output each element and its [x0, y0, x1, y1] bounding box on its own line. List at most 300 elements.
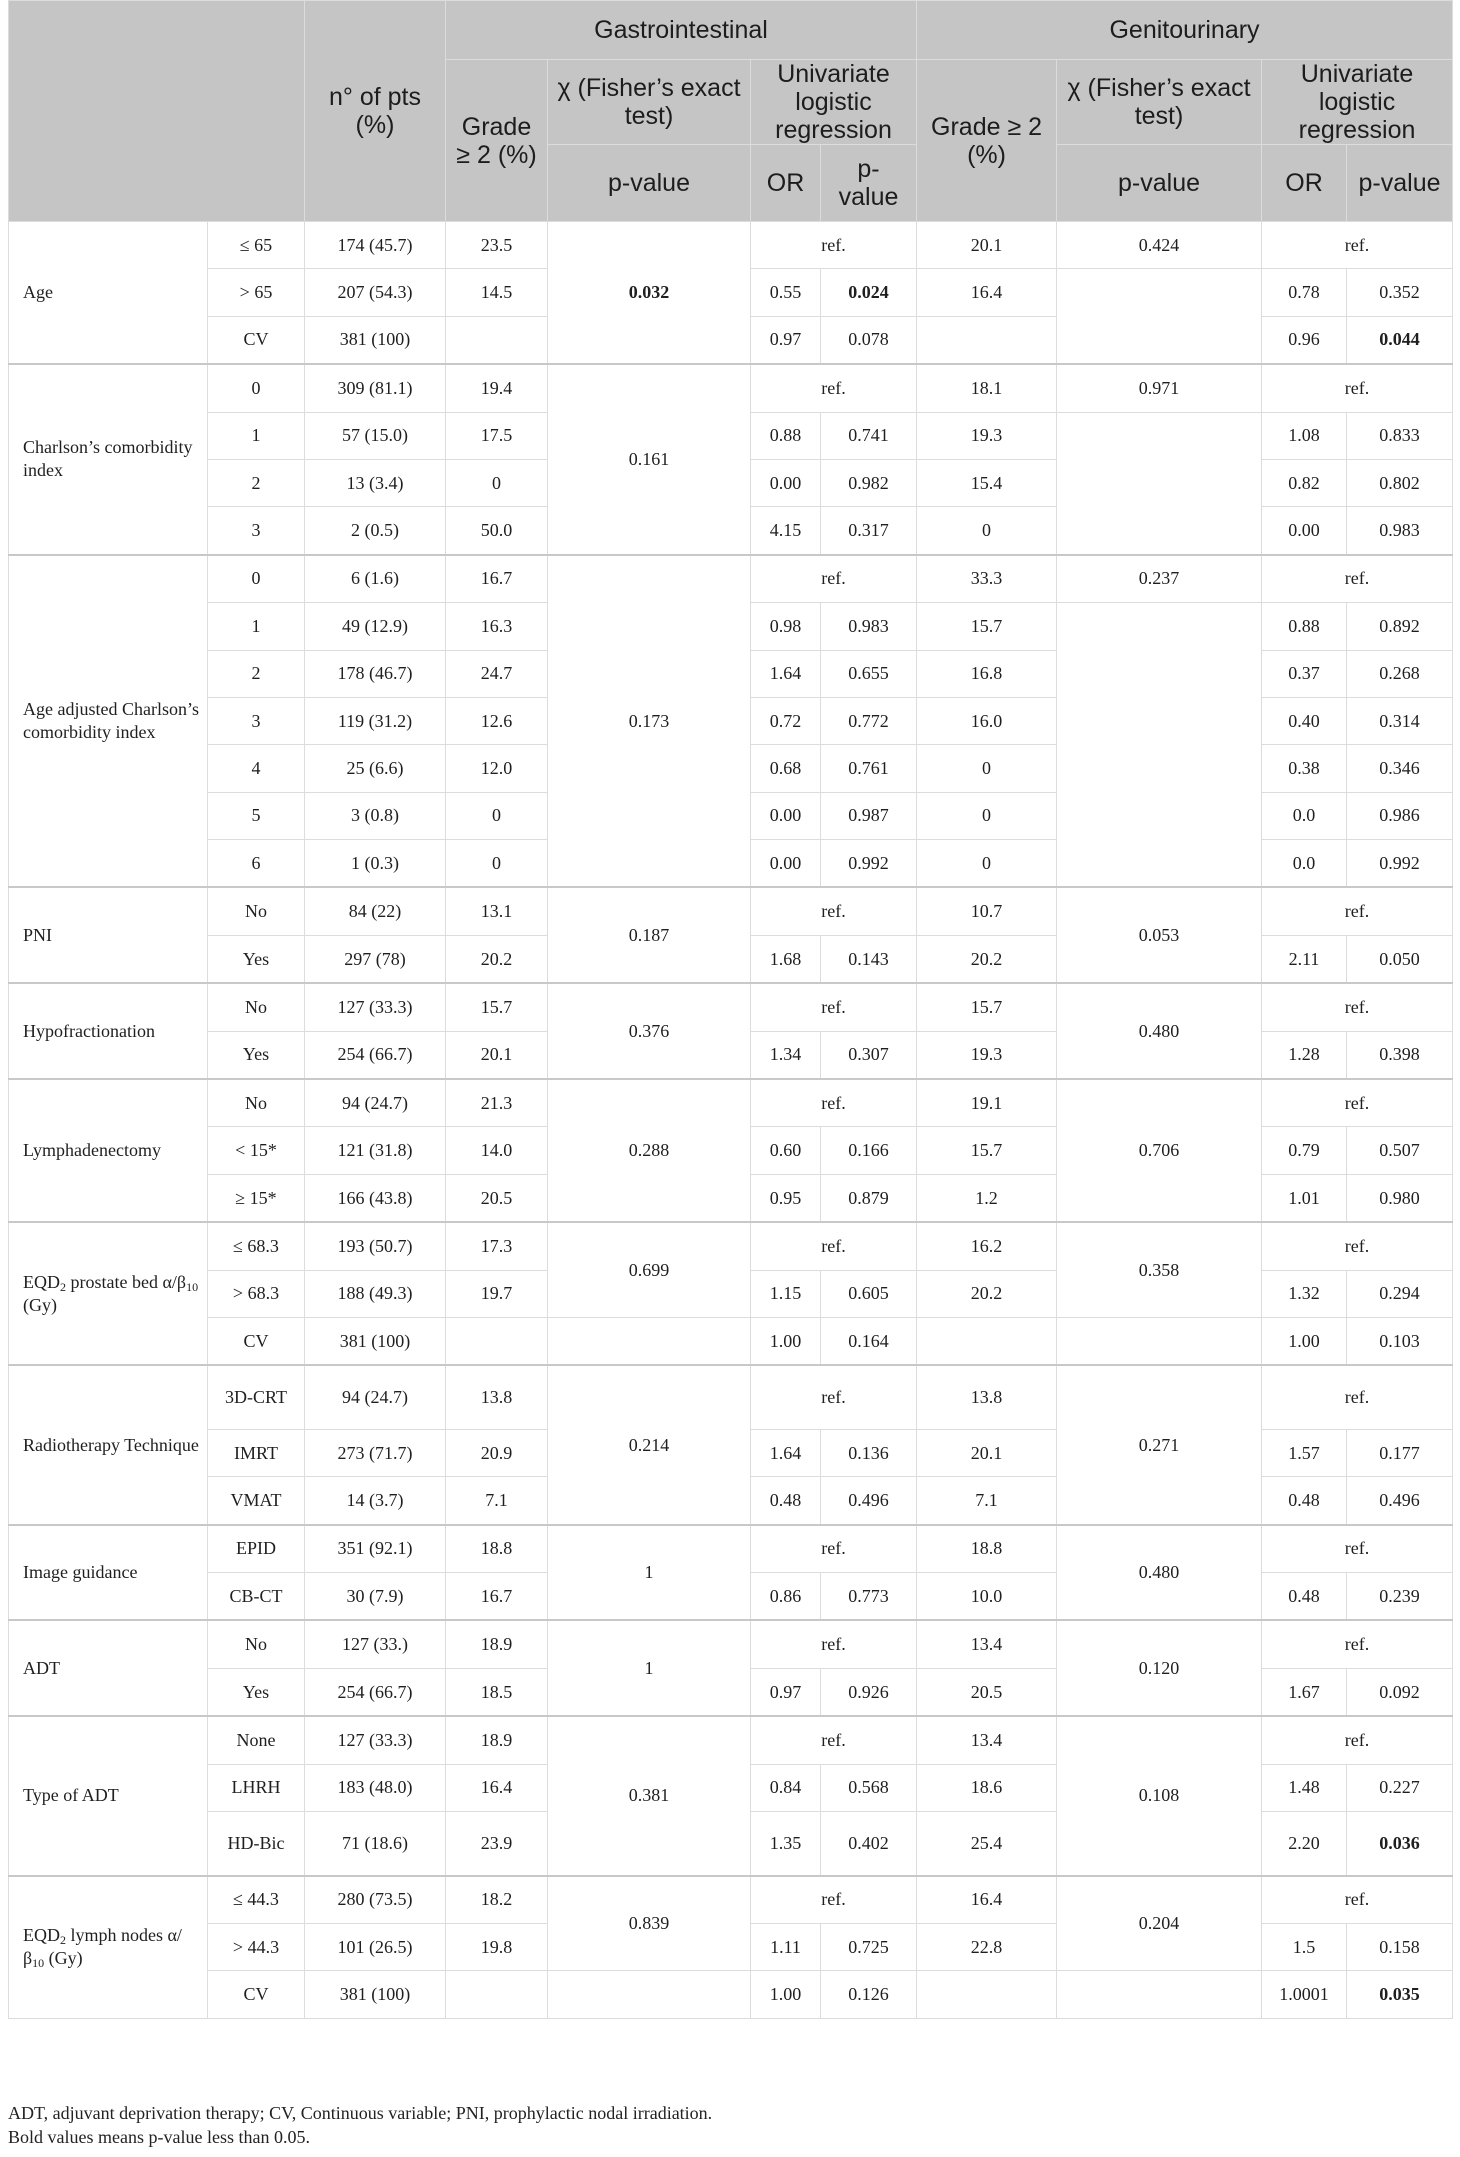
n-pts-cell: 49 (12.9): [305, 603, 446, 650]
gi-or-pvalue-cell: 0.725: [821, 1923, 917, 1970]
variable-label-part: EQD: [23, 1271, 60, 1292]
gu-grade-cell: 16.8: [917, 650, 1057, 697]
gu-or-pvalue-cell: 0.983: [1347, 507, 1453, 555]
gu-grade-cell: 19.3: [917, 412, 1057, 459]
gu-grade-cell: 13.8: [917, 1365, 1057, 1429]
gu-or-cell: 0.88: [1262, 603, 1347, 650]
variable-label-part: 10: [32, 1956, 45, 1971]
gu-or-pvalue-cell: 0.103: [1347, 1317, 1453, 1365]
gi-or-cell: 1.64: [751, 650, 821, 697]
n-pts-cell: 174 (45.7): [305, 222, 446, 269]
gu-grade-cell: 25.4: [917, 1812, 1057, 1876]
gu-grade-cell: 7.1: [917, 1477, 1057, 1525]
table-row: [9, 1222, 1453, 1270]
gi-or-pvalue-cell: 0.496: [821, 1477, 917, 1525]
gu-chi-empty: [1057, 1317, 1262, 1365]
gu-ref-cell: ref.: [1262, 1222, 1453, 1270]
gu-ref-cell: ref.: [1262, 1620, 1453, 1668]
gu-grade-cell: 1.2: [917, 1174, 1057, 1222]
gu-or-cell: 1.67: [1262, 1668, 1347, 1716]
category-cell: 3D-CRT: [208, 1365, 305, 1429]
gu-grade-cell: 18.6: [917, 1764, 1057, 1811]
gu-or-cell: 1.48: [1262, 1764, 1347, 1811]
gi-grade-cell: 16.7: [446, 555, 548, 603]
gi-grade-cell: 7.1: [446, 1477, 548, 1525]
n-pts-cell: 178 (46.7): [305, 650, 446, 697]
gu-ref-cell: ref.: [1262, 222, 1453, 269]
header-gu-logreg: Univariate logistic regression: [1262, 60, 1453, 145]
category-cell: CB-CT: [208, 1573, 305, 1621]
gu-grade-cell: 13.4: [917, 1716, 1057, 1764]
gu-grade-cell: 20.5: [917, 1668, 1057, 1716]
category-cell: 2: [208, 650, 305, 697]
variable-label-part: EQD: [23, 1925, 60, 1946]
n-pts-cell: 254 (66.7): [305, 1031, 446, 1079]
gu-or-pvalue-cell: 0.227: [1347, 1764, 1453, 1811]
gu-chi-empty: [1057, 412, 1262, 555]
gu-grade-cell: 0: [917, 792, 1057, 839]
gi-grade-cell: 17.5: [446, 412, 548, 459]
category-cell: < 15*: [208, 1127, 305, 1174]
gi-grade-cell: 19.4: [446, 364, 548, 412]
table-row: [9, 983, 1453, 1031]
gu-grade-cell: 13.4: [917, 1620, 1057, 1668]
category-cell: None: [208, 1716, 305, 1764]
gu-grade-cell: [917, 1317, 1057, 1365]
category-cell: CV: [208, 1971, 305, 2018]
gi-ref-cell: ref.: [751, 983, 917, 1031]
gu-or-cell: 1.28: [1262, 1031, 1347, 1079]
gi-or-cell: 0.98: [751, 603, 821, 650]
gi-chi-pvalue: 0.839: [548, 1876, 751, 1971]
category-cell: 4: [208, 745, 305, 792]
gi-or-cell: 0.97: [751, 316, 821, 364]
gu-or-pvalue-cell: 0.268: [1347, 650, 1453, 697]
gu-or-pvalue-cell: 0.507: [1347, 1127, 1453, 1174]
gi-grade-cell: 19.7: [446, 1270, 548, 1317]
gu-chi-empty: [1057, 269, 1262, 364]
category-cell: ≤ 65: [208, 222, 305, 269]
category-cell: CV: [208, 316, 305, 364]
gu-or-cell: 0.0: [1262, 792, 1347, 839]
variable-label: Hypofractionation: [9, 983, 208, 1079]
gi-or-cell: 1.64: [751, 1429, 821, 1476]
gu-or-cell: 1.57: [1262, 1429, 1347, 1476]
gi-or-cell: 0.97: [751, 1668, 821, 1716]
gu-grade-cell: 20.2: [917, 1270, 1057, 1317]
gu-or-pvalue-cell: 0.092: [1347, 1668, 1453, 1716]
header-gu-pvalue: p-value: [1057, 145, 1262, 222]
gu-chi-empty: [1057, 1971, 1262, 2018]
gu-chi-pvalue: 0.204: [1057, 1876, 1262, 1971]
category-cell: HD-Bic: [208, 1812, 305, 1876]
gu-or-cell: 1.32: [1262, 1270, 1347, 1317]
gu-or-pvalue-cell: 0.044: [1347, 316, 1453, 364]
gi-grade-cell: [446, 1971, 548, 2018]
gi-grade-cell: 18.2: [446, 1876, 548, 1924]
gu-or-pvalue-cell: 0.239: [1347, 1573, 1453, 1621]
gi-grade-cell: 23.9: [446, 1812, 548, 1876]
n-pts-cell: 280 (73.5): [305, 1876, 446, 1924]
gi-or-cell: 0.95: [751, 1174, 821, 1222]
n-pts-cell: 30 (7.9): [305, 1573, 446, 1621]
gu-or-cell: 0.48: [1262, 1477, 1347, 1525]
gu-or-pvalue-cell: 0.035: [1347, 1971, 1453, 2018]
table-row: [9, 364, 1453, 412]
gu-or-cell: 1.01: [1262, 1174, 1347, 1222]
category-cell: No: [208, 887, 305, 935]
n-pts-cell: 25 (6.6): [305, 745, 446, 792]
gi-grade-cell: [446, 316, 548, 364]
gi-grade-cell: 20.5: [446, 1174, 548, 1222]
gi-ref-cell: ref.: [751, 364, 917, 412]
gi-ref-cell: ref.: [751, 1525, 917, 1573]
header-gi-grade: Grade ≥ 2 (%): [446, 60, 548, 222]
gu-or-pvalue-cell: 0.892: [1347, 603, 1453, 650]
gu-grade-cell: 15.7: [917, 983, 1057, 1031]
n-pts-cell: 121 (31.8): [305, 1127, 446, 1174]
results-table: [8, 0, 1453, 2019]
header-n-pts: n° of pts (%): [305, 1, 446, 222]
table-footnotes: [8, 2101, 712, 2149]
table-row: [9, 1365, 1453, 1429]
gi-grade-cell: 14.0: [446, 1127, 548, 1174]
gi-grade-cell: 18.5: [446, 1668, 548, 1716]
gi-grade-cell: 13.1: [446, 887, 548, 935]
variable-label-part: 10: [186, 1279, 199, 1294]
gu-grade-cell: 20.2: [917, 935, 1057, 983]
gi-or-pvalue-cell: 0.879: [821, 1174, 917, 1222]
gu-or-cell: 2.20: [1262, 1812, 1347, 1876]
gu-grade-cell: 16.2: [917, 1222, 1057, 1270]
variable-label-part: 2: [60, 1933, 66, 1948]
gu-grade-cell: 0: [917, 507, 1057, 555]
header-gu-chi: χ (Fisher’s exact test): [1057, 60, 1262, 145]
gu-or-cell: 0.38: [1262, 745, 1347, 792]
variable-label: Charlson’s comorbidity index: [9, 364, 208, 555]
table-row: [9, 222, 1453, 269]
gu-ref-cell: ref.: [1262, 1525, 1453, 1573]
footnote-bold: Bold values means p-value less than 0.05.: [8, 2127, 310, 2147]
n-pts-cell: 6 (1.6): [305, 555, 446, 603]
gi-ref-cell: ref.: [751, 887, 917, 935]
gi-grade-cell: 16.4: [446, 1764, 548, 1811]
n-pts-cell: 297 (78): [305, 935, 446, 983]
n-pts-cell: 94 (24.7): [305, 1365, 446, 1429]
variable-label-part: (Gy): [44, 1948, 83, 1969]
variable-label-part: prostate bed α/β: [66, 1271, 187, 1292]
gi-or-cell: 4.15: [751, 507, 821, 555]
gi-or-cell: 0.60: [751, 1127, 821, 1174]
n-pts-cell: 381 (100): [305, 1971, 446, 2018]
n-pts-cell: 381 (100): [305, 316, 446, 364]
gi-grade-cell: [446, 1317, 548, 1365]
gu-chi-pvalue: 0.271: [1057, 1365, 1262, 1524]
category-cell: No: [208, 1079, 305, 1127]
gi-ref-cell: ref.: [751, 1222, 917, 1270]
category-cell: IMRT: [208, 1429, 305, 1476]
header-gu-or-pvalue: p-value: [1347, 145, 1453, 222]
gu-or-cell: 1.0001: [1262, 1971, 1347, 2018]
gu-grade-cell: 0: [917, 840, 1057, 888]
category-cell: > 44.3: [208, 1923, 305, 1970]
header-gi-or: OR: [751, 145, 821, 222]
category-cell: Yes: [208, 935, 305, 983]
header-gi-pvalue: p-value: [548, 145, 751, 222]
gu-grade-cell: 16.4: [917, 269, 1057, 316]
gu-or-cell: 1.5: [1262, 1923, 1347, 1970]
category-cell: Yes: [208, 1031, 305, 1079]
variable-label-part: (Gy): [23, 1294, 57, 1315]
gi-or-pvalue-cell: 0.164: [821, 1317, 917, 1365]
gi-grade-cell: 20.2: [446, 935, 548, 983]
n-pts-cell: 71 (18.6): [305, 1812, 446, 1876]
category-cell: VMAT: [208, 1477, 305, 1525]
gu-or-cell: 0.48: [1262, 1573, 1347, 1621]
gi-grade-cell: 12.0: [446, 745, 548, 792]
header-gu-or: OR: [1262, 145, 1347, 222]
gi-or-pvalue-cell: 0.136: [821, 1429, 917, 1476]
variable-label-part: 2: [60, 1279, 66, 1294]
gi-chi-pvalue: 0.288: [548, 1079, 751, 1222]
category-cell: ≤ 44.3: [208, 1876, 305, 1924]
gi-grade-cell: 18.9: [446, 1716, 548, 1764]
gi-ref-cell: ref.: [751, 1365, 917, 1429]
n-pts-cell: 166 (43.8): [305, 1174, 446, 1222]
variable-label: [9, 1876, 208, 2019]
header-gi-logreg: Univariate logistic regression: [751, 60, 917, 145]
n-pts-cell: 273 (71.7): [305, 1429, 446, 1476]
gi-ref-cell: ref.: [751, 1876, 917, 1924]
gu-chi-pvalue: 0.053: [1057, 887, 1262, 983]
category-cell: 1: [208, 603, 305, 650]
gu-grade-cell: 15.4: [917, 459, 1057, 506]
gi-chi-pvalue: 0.214: [548, 1365, 751, 1524]
gu-or-pvalue-cell: 0.177: [1347, 1429, 1453, 1476]
gu-grade-cell: 0: [917, 745, 1057, 792]
gu-or-pvalue-cell: 0.036: [1347, 1812, 1453, 1876]
n-pts-cell: 254 (66.7): [305, 1668, 446, 1716]
gi-grade-cell: 15.7: [446, 983, 548, 1031]
gu-ref-cell: ref.: [1262, 1876, 1453, 1924]
gu-or-cell: 1.08: [1262, 412, 1347, 459]
gu-or-pvalue-cell: 0.050: [1347, 935, 1453, 983]
gu-chi-pvalue: 0.108: [1057, 1716, 1262, 1875]
table-row: [9, 555, 1453, 603]
gi-or-cell: 0.00: [751, 792, 821, 839]
n-pts-cell: 84 (22): [305, 887, 446, 935]
gu-or-cell: 2.11: [1262, 935, 1347, 983]
gi-ref-cell: ref.: [751, 1716, 917, 1764]
gi-or-cell: 1.35: [751, 1812, 821, 1876]
gu-or-pvalue-cell: 0.802: [1347, 459, 1453, 506]
gi-or-pvalue-cell: 0.983: [821, 603, 917, 650]
gi-or-cell: 0.84: [751, 1764, 821, 1811]
gi-or-cell: 0.72: [751, 697, 821, 744]
category-cell: No: [208, 983, 305, 1031]
gu-ref-cell: ref.: [1262, 364, 1453, 412]
category-cell: ≥ 15*: [208, 1174, 305, 1222]
gu-chi-pvalue: 0.971: [1057, 364, 1262, 412]
gu-or-pvalue-cell: 0.986: [1347, 792, 1453, 839]
gi-or-cell: 0.68: [751, 745, 821, 792]
table-body: [9, 222, 1453, 2019]
category-cell: ≤ 68.3: [208, 1222, 305, 1270]
gu-grade-cell: [917, 316, 1057, 364]
n-pts-cell: 94 (24.7): [305, 1079, 446, 1127]
gi-grade-cell: 16.3: [446, 603, 548, 650]
gu-grade-cell: [917, 1971, 1057, 2018]
gu-grade-cell: 18.1: [917, 364, 1057, 412]
gu-grade-cell: 15.7: [917, 1127, 1057, 1174]
n-pts-cell: 3 (0.8): [305, 792, 446, 839]
gu-chi-pvalue: 0.424: [1057, 222, 1262, 269]
n-pts-cell: 13 (3.4): [305, 459, 446, 506]
n-pts-cell: 309 (81.1): [305, 364, 446, 412]
gu-grade-cell: 19.3: [917, 1031, 1057, 1079]
category-cell: 3: [208, 507, 305, 555]
gi-or-cell: 0.00: [751, 840, 821, 888]
footnote-abbreviations: ADT, adjuvant deprivation therapy; CV, Continuous variable; PNI, prophylactic nodal irradiation.: [8, 2103, 713, 2123]
variable-label: Age adjusted Charlson’s comorbidity index: [9, 555, 208, 888]
table-row: [9, 1876, 1453, 1924]
gu-grade-cell: 15.7: [917, 603, 1057, 650]
gi-ref-cell: ref.: [751, 555, 917, 603]
table-row: [9, 1620, 1453, 1668]
gi-grade-cell: 19.8: [446, 1923, 548, 1970]
variable-label: Age: [9, 222, 208, 365]
n-pts-cell: 193 (50.7): [305, 1222, 446, 1270]
variable-label: PNI: [9, 887, 208, 983]
header-gastrointestinal: Gastrointestinal: [446, 1, 917, 60]
gu-or-cell: 0.96: [1262, 316, 1347, 364]
gi-chi-pvalue: 0.173: [548, 555, 751, 888]
gi-chi-pvalue: 1: [548, 1525, 751, 1621]
gu-or-pvalue-cell: 0.992: [1347, 840, 1453, 888]
gi-or-pvalue-cell: 0.773: [821, 1573, 917, 1621]
gu-ref-cell: ref.: [1262, 887, 1453, 935]
gu-or-pvalue-cell: 0.314: [1347, 697, 1453, 744]
gu-grade-cell: 33.3: [917, 555, 1057, 603]
gu-or-pvalue-cell: 0.833: [1347, 412, 1453, 459]
header-gi-or-pvalue: p-value: [821, 145, 917, 222]
category-cell: 2: [208, 459, 305, 506]
gi-or-pvalue-cell: 0.024: [821, 269, 917, 316]
gu-or-pvalue-cell: 0.352: [1347, 269, 1453, 316]
n-pts-cell: 351 (92.1): [305, 1525, 446, 1573]
gi-chi-pvalue: 0.161: [548, 364, 751, 555]
table-row: [9, 1317, 1453, 1365]
gi-or-cell: 1.11: [751, 1923, 821, 1970]
category-cell: > 68.3: [208, 1270, 305, 1317]
gi-or-pvalue-cell: 0.166: [821, 1127, 917, 1174]
n-pts-cell: 1 (0.3): [305, 840, 446, 888]
gi-grade-cell: 16.7: [446, 1573, 548, 1621]
n-pts-cell: 183 (48.0): [305, 1764, 446, 1811]
category-cell: 5: [208, 792, 305, 839]
gi-or-pvalue-cell: 0.307: [821, 1031, 917, 1079]
gi-or-cell: 0.55: [751, 269, 821, 316]
gi-or-pvalue-cell: 0.078: [821, 316, 917, 364]
gu-chi-pvalue: 0.358: [1057, 1222, 1262, 1317]
gi-grade-cell: 20.1: [446, 1031, 548, 1079]
category-cell: CV: [208, 1317, 305, 1365]
n-pts-cell: 14 (3.7): [305, 1477, 446, 1525]
gi-ref-cell: ref.: [751, 1620, 917, 1668]
n-pts-cell: 188 (49.3): [305, 1270, 446, 1317]
gu-ref-cell: ref.: [1262, 1716, 1453, 1764]
gu-ref-cell: ref.: [1262, 1079, 1453, 1127]
gu-chi-pvalue: 0.237: [1057, 555, 1262, 603]
n-pts-cell: 127 (33.3): [305, 983, 446, 1031]
gu-grade-cell: 20.1: [917, 222, 1057, 269]
gi-or-cell: 0.88: [751, 412, 821, 459]
gu-grade-cell: 20.1: [917, 1429, 1057, 1476]
gu-or-cell: 0.0: [1262, 840, 1347, 888]
table-row: [9, 1971, 1453, 2018]
gu-or-cell: 1.00: [1262, 1317, 1347, 1365]
gi-grade-cell: 0: [446, 792, 548, 839]
gi-or-cell: 1.00: [751, 1317, 821, 1365]
gu-or-pvalue-cell: 0.158: [1347, 1923, 1453, 1970]
gu-ref-cell: ref.: [1262, 555, 1453, 603]
gi-grade-cell: 14.5: [446, 269, 548, 316]
gi-or-pvalue-cell: 0.143: [821, 935, 917, 983]
n-pts-cell: 2 (0.5): [305, 507, 446, 555]
variable-label: Lymphadenectomy: [9, 1079, 208, 1222]
gu-or-pvalue-cell: 0.496: [1347, 1477, 1453, 1525]
n-pts-cell: 381 (100): [305, 1317, 446, 1365]
gu-or-pvalue-cell: 0.980: [1347, 1174, 1453, 1222]
n-pts-cell: 127 (33.3): [305, 1716, 446, 1764]
gu-ref-cell: ref.: [1262, 983, 1453, 1031]
variable-label: Type of ADT: [9, 1716, 208, 1875]
header-gi-chi: χ (Fisher’s exact test): [548, 60, 751, 145]
gi-or-cell: 0.86: [751, 1573, 821, 1621]
gi-or-pvalue-cell: 0.741: [821, 412, 917, 459]
gu-chi-pvalue: 0.480: [1057, 983, 1262, 1079]
gu-or-cell: 0.37: [1262, 650, 1347, 697]
gu-or-cell: 0.78: [1262, 269, 1347, 316]
category-cell: EPID: [208, 1525, 305, 1573]
gu-or-pvalue-cell: 0.398: [1347, 1031, 1453, 1079]
gi-or-pvalue-cell: 0.655: [821, 650, 917, 697]
category-cell: 0: [208, 364, 305, 412]
category-cell: 6: [208, 840, 305, 888]
gi-chi-empty: [548, 1317, 751, 1365]
gu-ref-cell: ref.: [1262, 1365, 1453, 1429]
gi-or-pvalue-cell: 0.987: [821, 792, 917, 839]
gi-or-cell: 1.68: [751, 935, 821, 983]
gi-or-cell: 0.48: [751, 1477, 821, 1525]
results-table-wrapper: [8, 0, 1452, 2019]
gu-grade-cell: 10.7: [917, 887, 1057, 935]
gi-grade-cell: 12.6: [446, 697, 548, 744]
gi-or-pvalue-cell: 0.926: [821, 1668, 917, 1716]
category-cell: 0: [208, 555, 305, 603]
gi-or-cell: 1.34: [751, 1031, 821, 1079]
table-row: [9, 887, 1453, 935]
category-cell: > 65: [208, 269, 305, 316]
gu-or-cell: 0.79: [1262, 1127, 1347, 1174]
gu-grade-cell: 16.0: [917, 697, 1057, 744]
gi-grade-cell: 17.3: [446, 1222, 548, 1270]
gu-grade-cell: 18.8: [917, 1525, 1057, 1573]
gi-or-cell: 1.00: [751, 1971, 821, 2018]
gi-chi-pvalue: 0.032: [548, 222, 751, 365]
n-pts-cell: 127 (33.): [305, 1620, 446, 1668]
gi-grade-cell: 24.7: [446, 650, 548, 697]
